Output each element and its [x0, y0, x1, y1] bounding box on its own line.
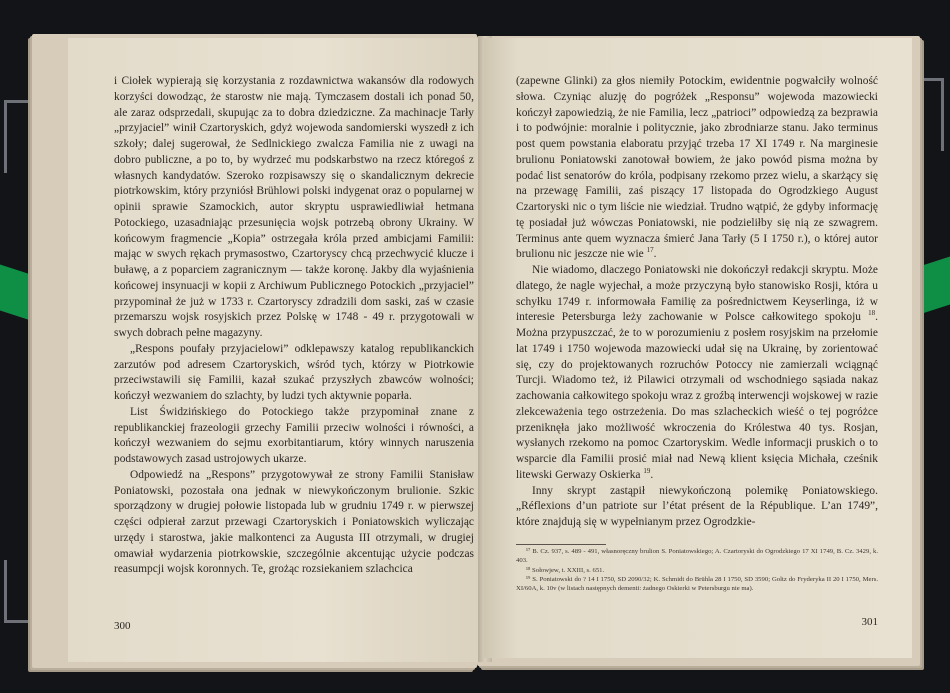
backdrop-bracket: [4, 100, 29, 173]
paragraph: List Świdzińskiego do Potockiego także przypominał znane z republikanckiej frazeologii grzechy Familii przeciw wolności i równości, a kończył wezwaniem do sejmu exorbitantiarum, który winnych naruszenia podstawowych zasad ustrojowych ukarze.: [114, 405, 474, 465]
paragraph: „Respons poufały przyjacielowi” odklepawszy katalog republikanckich zarzutów pod adresem Czartoryskich, wśród tych, którzy w Piotrkowie przeciwstawili się Familii, kazał szukać przyszłych zbawców wolności; kończył wezwaniem do szlachty, by ludzi tych aktywnie poparła.: [114, 342, 474, 402]
page-number: 300: [114, 620, 131, 632]
paragraph-text: Nie wiadomo, dlaczego Poniatowski nie dokończył redakcji skryptu. Może dlatego, że nagle wyjechał, a może przyczyną było stanowisko Rosji, która u schyłku 1749 r. informowała Familię za pośrednictwem Keyserlinga, iż w interesie Petersburga leży zachowanie w Polsce całkowitego spokoju: [516, 264, 878, 324]
paragraph-text: . Można przypuszczać, że to w porozumieniu z posłem rosyjskim na przełomie lat 1749 i 1750 wojewoda mazowiecki udał się na Ukrainę, by zorientować się, czy do projektowanych rozruchów Potoccy nie zamierzali wciągnąć Turcji. Wiadomo też, iż Pilawici otrzymali od wschodniego sąsiada nakaz zachowania całkowitego spokoju wraz z groźbą interwencji wojskowej w razie zlekceważenia tego ostrzeżenia. Do mas szlacheckich wieść o tej pogróżce przeniknęła jako możliwość wkroczenia do Królestwa 40 tys. Rosjan, wysłanych rzekomo na pomoc Czartoryskim. Wedle informacji pruskich o to wsparcie dla Familii prosić miał nad Newą klient księcia Michała, cześnik litewski Gerwazy Oskierka: [516, 311, 878, 481]
paragraph: Inny skrypt zastąpił niewykończoną polemikę Poniatowskiego. „Réflexions d’un patriote sur l’état présent de la République. L’an 1749”, które znajdują się w wypełnianym przez Ogrodzkie-: [516, 484, 878, 528]
footnote: ¹⁷ B. Cz. 937, s. 489 - 491, własnoręczny brulion S. Poniatowskiego; A. Czartoryski do Ogrodzkiego 17 XI 1749, B. Cz. 3429, k. 403.: [516, 548, 878, 565]
paragraph-text: .: [650, 468, 654, 481]
paragraph: [516, 263, 878, 484]
footnote: ¹⁹ S. Poniatowski do ? 14 I 1750, SD 2090/32; K. Schmidt do Brühla 28 I 1750, SD 3590; Goltz do Fryderyka II 20 I 1750, Mers. XI/60A, k. 10v (w listach następnych dementi: żadnego Oskierki w Petersburgu nie ma).: [516, 575, 878, 593]
left-page-text: [114, 74, 474, 578]
backdrop-stripe: [0, 264, 34, 321]
left-page: [68, 38, 488, 662]
paragraph-text: .: [653, 248, 657, 261]
footnote-ref: 19: [643, 466, 651, 475]
right-page: [484, 38, 912, 658]
backdrop-bracket: [4, 560, 29, 623]
footnote-ref: 18: [868, 309, 876, 318]
footnote-ref: 17: [646, 246, 654, 255]
backdrop-stripe: [916, 256, 950, 315]
right-page-text: [516, 74, 878, 531]
footnote: ¹⁸ Sołowjew, t. XXIII, s. 651.: [526, 566, 605, 574]
paragraph: i Ciołek wypierają się korzystania z rozdawnictwa wakansów dla rodowych korzyści dowodząc, że starostw nie mają. Tymczasem dostali ich ponad 50, ale zaraz odsprzedali, skupując za to dobra dziedziczne. Za machinacje Tarły „przyjaciel” winił Czartoryskich, gdyż wojewoda sandomierski wyszedł z ich szkoły; dalej sugerował, że Sedlnickiego zwalcza Familia nie z uwagi na dobro publiczne, a po to, by wydrzeć mu podskarbstwo na rzecz któregoś z własnych kandydatów. Szeroko rozpisawszy się o skandalicznym dekrecie piotrkowskim, który przyniósł Brühlowi polski indygenat oraz o popularnej w opinii sprawie Szamockich, autor skryptu usprawiedliwiał hetmana Potockiego, uzasadniając przesunięcia wojsk potrzebą obrony Ukrainy. W końcowym fragmencie „Kopia” ostrzegała króla przed ambicjami Familii: mając w swych rękach prymasostwo, Czartoryscy chcą przechwycić klucze i buławę, a z poparciem zagranicznym — także koronę. Jakby dla wyjaśnienia końcowej insynuacji w kopii z Archiwum Publicznego Potockich „przyjaciel” przypominał że już w 1733 r. Czartoryscy zdradzili dom saski, zaś w czasie przemarszu wojsk rosyjskich przez Polskę w 1748 - 49 r. przygotowali w swych dobrach pełne magazyny.: [114, 75, 474, 339]
paragraph: [516, 74, 878, 263]
open-book: [32, 30, 920, 666]
footnotes: [516, 544, 878, 593]
page-number: 301: [861, 616, 878, 628]
paragraph-text: (zapewne Glinki) za głos niemiły Potockim, ewidentnie pogwałciły wolność słowa. Czyniąc aluzję do pogróżek „Responsu” wojewoda mazowiecki kończył zapowiedzią, że nie Familia, lecz „patrioci” odpowiedzą za bezprawia i to podwójnie: moralnie i politycznie, jako zbrodniarze stanu. Jako terminus post quem powstania elaboratu przyjąć trzeba 17 XI 1749 r. Na marginesie brulionu Poniatowski zanotował bowiem, że jako powód pisma można by podać list senatorów do króla, podpisany rzekomo przez wielu, a skarżący się na przewagę Familii, zaś piszący 17 listopada do Ogrodzkiego August Czartoryski nic o tym liście nie wiedział. Trudno wątpić, że gdyby informację tę posiadał już wówczas Poniatowski, nie podzieliłby się nią ze szwagrem. Terminus ante quem wyznacza śmierć Jana Tarły (5 I 1750 r.), o której autor brulionu nic jeszcze nie wie: [516, 75, 878, 261]
paragraph: Odpowiedź na „Respons” przygotowywał ze strony Familii Stanisław Poniatowski, pozostała ona jednak w niewykończonym brulionie. Szkic sporządzony w drugiej połowie listopada lub w grudniu 1749 r. w pierwszej części odpierał zarzut przewagi Czartoryskich i Poniatowskich wyliczając urzędy i starostwa, jakie malkontenci za Augusta III otrzymali, w drugiej omawiał wydarzenia piotrkowskie, szczególnie akcentując użycie podczas reasumpcji wojsk koronnych. Te, grożąc rozsiekaniem szlachcica: [114, 468, 474, 576]
backdrop-bracket: [923, 78, 944, 151]
footnote-divider: [516, 544, 606, 545]
